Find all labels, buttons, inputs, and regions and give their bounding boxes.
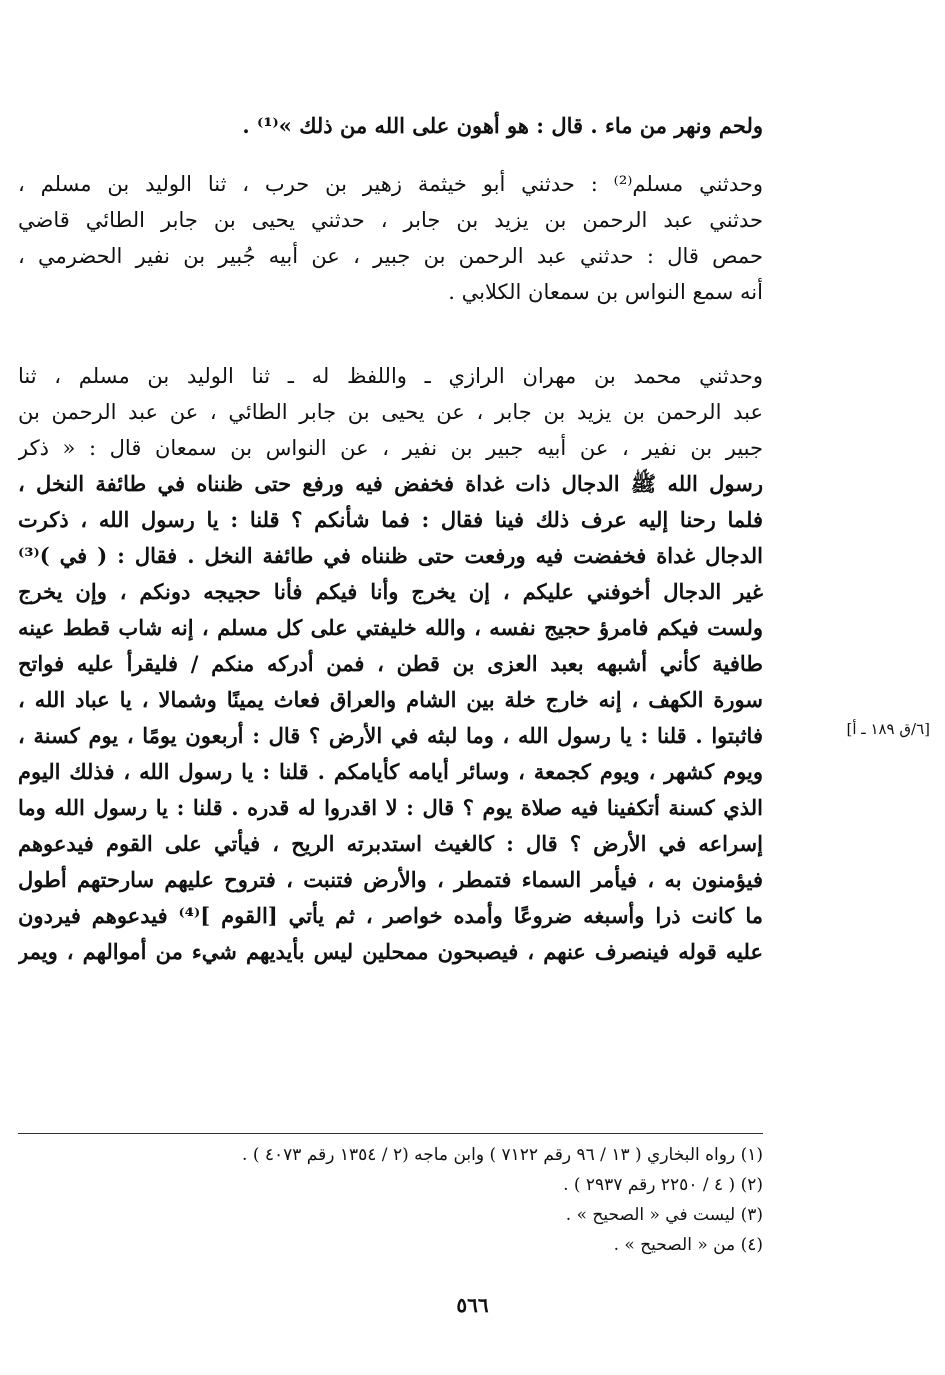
text-line: ولست فيكم فامرؤ حجيج نفسه ، والله خليفتي على كل مسلم ، إنه شاب قطط عينه <box>18 615 763 640</box>
text-line: ولحم ونهر من ماء . قال : هو أهون على الله من ذلك »⁽¹⁾ . <box>242 113 763 138</box>
text-line: سورة الكهف ، إنه خارج خلة بين الشام والعراق فعاث يمينًا وشمالا ، يا عباد الله ، <box>18 687 763 712</box>
text-line: طافية كأني أشبهه بعبد العزى بن قطن ، فمن أدركه منكم / فليقرأ عليه فواتح <box>18 651 763 676</box>
text-line: ما كانت ذرا وأسبغه ضروعًا وأمده خواصر ، ثم يأتي [القوم ]⁽⁴⁾ فيدعوهم فيردون <box>18 903 763 928</box>
text-line: فاثبتوا . قلنا : يا رسول الله ، وما لبثه في الأرض ؟ قال : أربعون يومًا ، يوم كسنة ، <box>18 723 763 748</box>
margin-note: [٦/ق ١٨٩ ـ أ] <box>846 720 930 738</box>
text-line: وحدثني محمد بن مهران الرازي ـ واللفظ له ـ ثنا الوليد بن مسلم ، ثنا <box>18 364 763 388</box>
text-line: الذي كسنة أتكفينا فيه صلاة يوم ؟ قال : لا اقدروا له قدره . قلنا : يا رسول الله وما <box>18 795 763 820</box>
text-line: إسراعه في الأرض ؟ قال : كالغيث استدبرته الريح ، فيأتي على القوم فيدعوهم <box>18 831 763 856</box>
text-line: وحدثني مسلم⁽²⁾ : حدثني أبو خيثمة زهير بن حرب ، ثنا الوليد بن مسلم ، <box>18 172 763 196</box>
text-line: رسول الله ﷺ الدجال ذات غداة فخفض فيه ورفع حتى ظنناه في طائفة النخل ، <box>18 471 763 496</box>
footnote: (١) رواه البخاري ( ١٣ / ٩٦ رقم ٧١٢٢ ) وابن ماجه (٢ / ١٣٥٤ رقم ٤٠٧٣ ) . <box>242 1145 763 1165</box>
text-line: غير الدجال أخوفني عليكم ، إن يخرج وأنا فيكم فأنا حجيجه دونكم ، وإن يخرج <box>18 579 763 604</box>
footnote: (٢) ( ٤ / ٢٢٥٠ رقم ٢٩٣٧ ) . <box>563 1175 763 1195</box>
text-line: أنه سمع النواس بن سمعان الكلابي . <box>448 280 763 304</box>
text-line: فلما رحنا إليه عرف ذلك فينا فقال : فما شأنكم ؟ قلنا : يا رسول الله ، ذكرت <box>18 507 763 532</box>
paragraph-3 <box>18 358 763 970</box>
text-line: فيؤمنون به ، فيأمر السماء فتمطر ، والأرض فتنبت ، فتروح عليهم سارحتهم أطول <box>18 867 763 892</box>
text-line: عليه قوله فينصرف عنهم ، فيصبحون ممحلين ليس بأيديهم شيء من أموالهم ، ويمر <box>18 939 763 964</box>
text-line: حدثني عبد الرحمن بن يزيد بن جابر ، حدثني يحيى بن جابر الطائي قاضي <box>18 208 763 232</box>
text-line: عبد الرحمن بن يزيد بن جابر ، عن يحيى بن جابر الطائي ، عن عبد الرحمن بن <box>18 400 763 424</box>
paragraph-2 <box>18 166 763 310</box>
text-line: ويوم كشهر ، ويوم كجمعة ، وسائر أيامه كأيامكم . قلنا : يا رسول الله ، فذلك اليوم <box>18 759 763 784</box>
footnote: (٤) من « الصحيح » . <box>613 1235 763 1255</box>
paragraph-1 <box>18 108 763 144</box>
text-line: حمص قال : حدثني عبد الرحمن بن جبير ، عن أبيه جُبير بن نفير الحضرمي ، <box>18 244 763 268</box>
text-line: جبير بن نفير ، عن أبيه جبير بن نفير ، عن النواس بن سمعان قال : « ذكر <box>18 436 763 460</box>
page-number: ٥٦٦ <box>456 1293 489 1317</box>
text-line: الدجال غداة فخفضت فيه ورفعت حتى ظنناه في طائفة النخل . فقال : ( في )⁽³⁾ <box>18 543 763 568</box>
footnote-divider <box>18 1133 763 1134</box>
footnotes <box>18 1140 763 1260</box>
footnote: (٣) ليست في « الصحيح » . <box>565 1205 763 1225</box>
